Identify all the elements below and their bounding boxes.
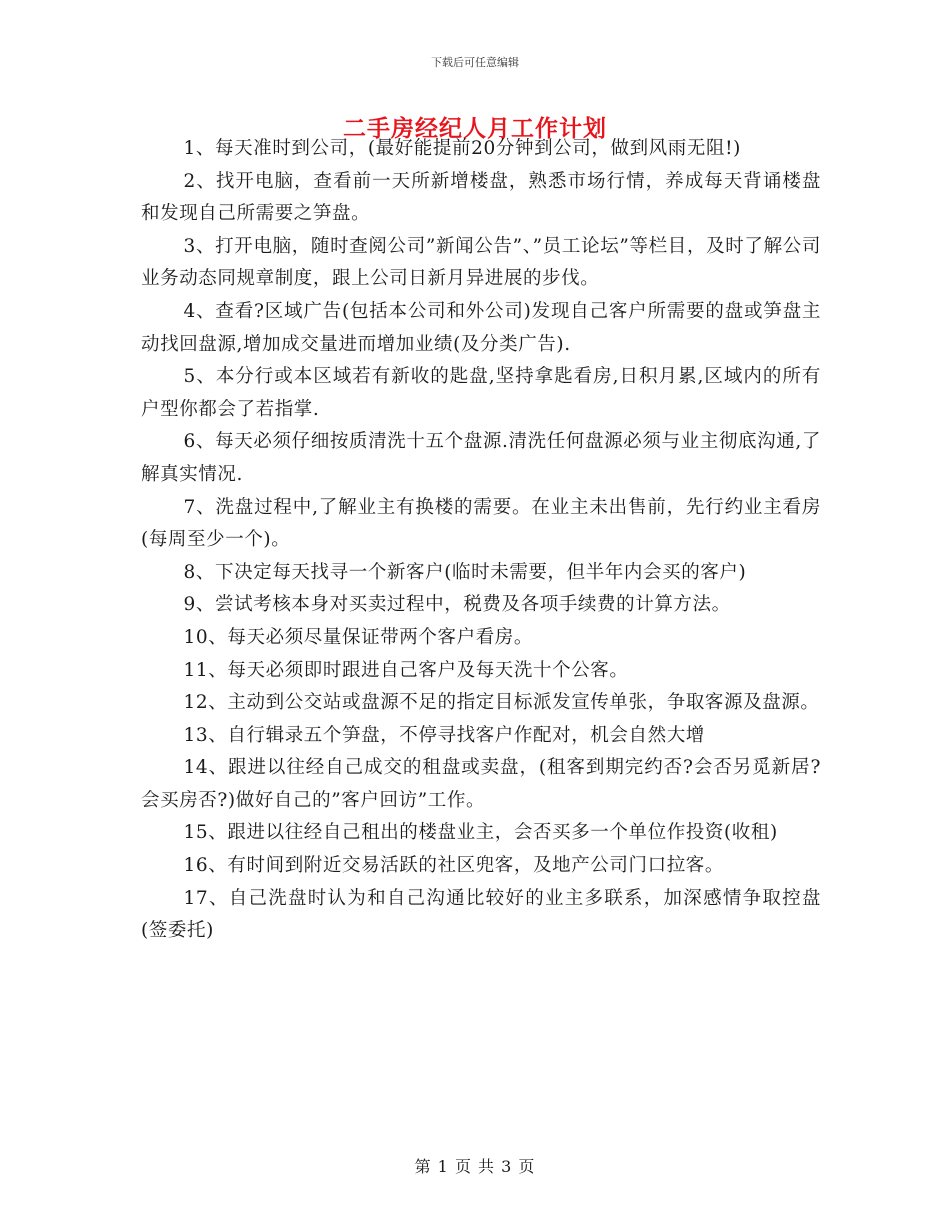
paragraph: 14、跟进以往经自己成交的租盘或卖盘，(租客到期完约否?会否另觅新居?会买房否?)做好自己的”客户回访”工作。 <box>141 757 821 811</box>
document-body <box>141 133 821 948</box>
paragraph: 17、自己洗盘时认为和自己沟通比较好的业主多联系，加深感情争取控盘(签委托) <box>141 887 821 942</box>
paragraph: 5、本分行或本区域若有新收的匙盘,坚持拿匙看房,日积月累,区域内的所有户型你都会了若指掌. <box>141 366 821 420</box>
paragraph: 10、每天必须尽量保证带两个客户看房。 <box>183 626 533 648</box>
page-title: 二手房经纪人月工作计划 <box>343 115 607 142</box>
paragraph: 6、每天必须仔细按质清洗十五个盘源.清洗任何盘源必须与业主彻底沟通,了解真实情况. <box>141 431 821 485</box>
paragraph: 8、下决定每天找寻一个新客户(临时未需要，但半年内会买的客户) <box>183 561 747 583</box>
paragraph: 12、主动到公交站或盘源不足的指定目标派发宣传单张，争取客源及盘源。 <box>183 692 820 714</box>
paragraph: 4、查看?区域广告(包括本公司和外公司)发现自己客户所需要的盘或笋盘主动找回盘源,增加成交量进而增加业绩(及分类广告). <box>141 300 821 355</box>
paragraph: 9、尝试考核本身对买卖过程中，税费及各项手续费的计算方法。 <box>183 594 731 616</box>
paragraph: 3、打开电脑，随时查阅公司”新闻公告”、”员工论坛”等栏目，及时了解公司业务动态同规章制度，跟上公司日新月异进展的步伐。 <box>141 235 821 290</box>
paragraph: 11、每天必须即时跟进自己客户及每天洗十个公客。 <box>183 659 629 681</box>
page-footer: 第 1 页 共 3 页 <box>414 1157 536 1176</box>
paragraph: 1、每天准时到公司，(最好能提前20分钟到公司，做到风雨无阻!) <box>183 138 741 159</box>
paragraph: 13、自行辑录五个笋盘，不停寻找客户作配对，机会自然大增 <box>183 724 705 746</box>
paragraph: 16、有时间到附近交易活跃的社区兜客，及地产公司门口拉客。 <box>183 855 724 877</box>
header-note: 下载后可任意编辑 <box>431 56 519 69</box>
paragraph: 2、找开电脑，查看前一天所新增楼盘，熟悉市场行情，养成每天背诵楼盘和发现自己所需要之笋盘。 <box>141 170 821 225</box>
paragraph: 15、跟进以往经自己租出的楼盘业主，会否买多一个单位作投资(收租) <box>183 822 778 844</box>
paragraph: 7、洗盘过程中,了解业主有换楼的需要。在业主未出售前，先行约业主看房(每周至少一个)。 <box>141 496 821 551</box>
